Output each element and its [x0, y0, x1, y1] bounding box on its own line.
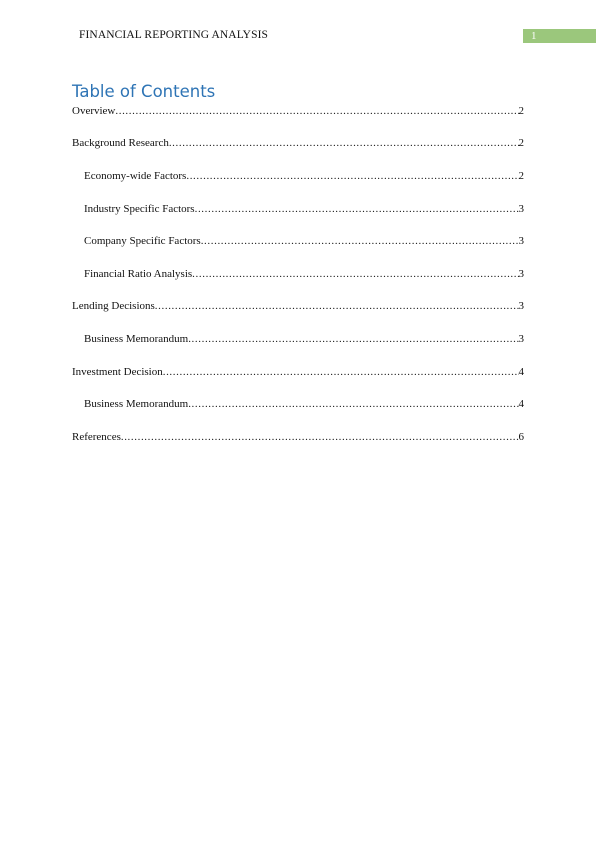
toc-entry-investment-decision[interactable] [72, 365, 524, 379]
toc-entry-business-memorandum-2[interactable] [84, 397, 524, 411]
toc-entry-overview[interactable] [72, 104, 524, 118]
toc-entry-business-memorandum-1[interactable] [84, 332, 524, 346]
toc-entry-label: Overview [72, 105, 116, 117]
toc-entry-page: 3 [518, 203, 524, 215]
toc-entry-page: 6 [518, 431, 524, 443]
toc-entry-label: Lending Decisions [72, 300, 155, 312]
toc-entry-page: 3 [518, 235, 524, 247]
toc-entry-label: Company Specific Factors [84, 235, 201, 247]
toc-entry-industry-specific-factors[interactable] [84, 202, 524, 216]
toc-entry-page: 2 [518, 170, 524, 182]
toc-entry-page: 3 [518, 300, 524, 312]
toc-entry-page: 2 [518, 137, 524, 149]
toc-entry-label: Business Memorandum [84, 398, 189, 410]
toc-entry-page: 3 [518, 268, 524, 280]
toc-leader-dots [195, 202, 519, 216]
toc-entry-page: 2 [518, 105, 524, 117]
toc-leader-dots [201, 234, 519, 248]
toc-entry-label: References [72, 431, 121, 443]
page-number: 1 [531, 30, 537, 42]
toc-entry-label: Business Memorandum [84, 333, 189, 345]
page-number-badge [523, 29, 596, 43]
toc-entry-label: Industry Specific Factors [84, 203, 195, 215]
toc-leader-dots [155, 299, 519, 313]
toc-entry-label: Investment Decision [72, 366, 163, 378]
toc-leader-dots [192, 267, 518, 281]
toc-leader-dots [121, 430, 519, 444]
toc-leader-dots [115, 104, 518, 118]
toc-leader-dots [163, 365, 519, 379]
toc-entry-economy-wide-factors[interactable] [84, 169, 524, 183]
toc-leader-dots [169, 136, 519, 150]
toc-entry-financial-ratio-analysis[interactable] [84, 267, 524, 281]
toc-entry-label: Financial Ratio Analysis [84, 268, 193, 280]
toc-entry-page: 4 [518, 366, 524, 378]
toc-entry-label: Economy-wide Factors [84, 170, 187, 182]
toc-entry-page: 4 [518, 398, 524, 410]
toc-entry-references[interactable] [72, 430, 524, 444]
toc-heading: Table of Contents [72, 82, 216, 101]
toc-leader-dots [188, 332, 518, 346]
toc-entry-label: Background Research [72, 137, 169, 149]
toc-leader-dots [188, 397, 518, 411]
toc-leader-dots [186, 169, 518, 183]
toc-entry-page: 3 [518, 333, 524, 345]
toc-entry-company-specific-factors[interactable] [84, 234, 524, 248]
toc-entry-lending-decisions[interactable] [72, 299, 524, 313]
toc-entry-background-research[interactable] [72, 136, 524, 150]
running-header-title: FINANCIAL REPORTING ANALYSIS [79, 29, 269, 41]
